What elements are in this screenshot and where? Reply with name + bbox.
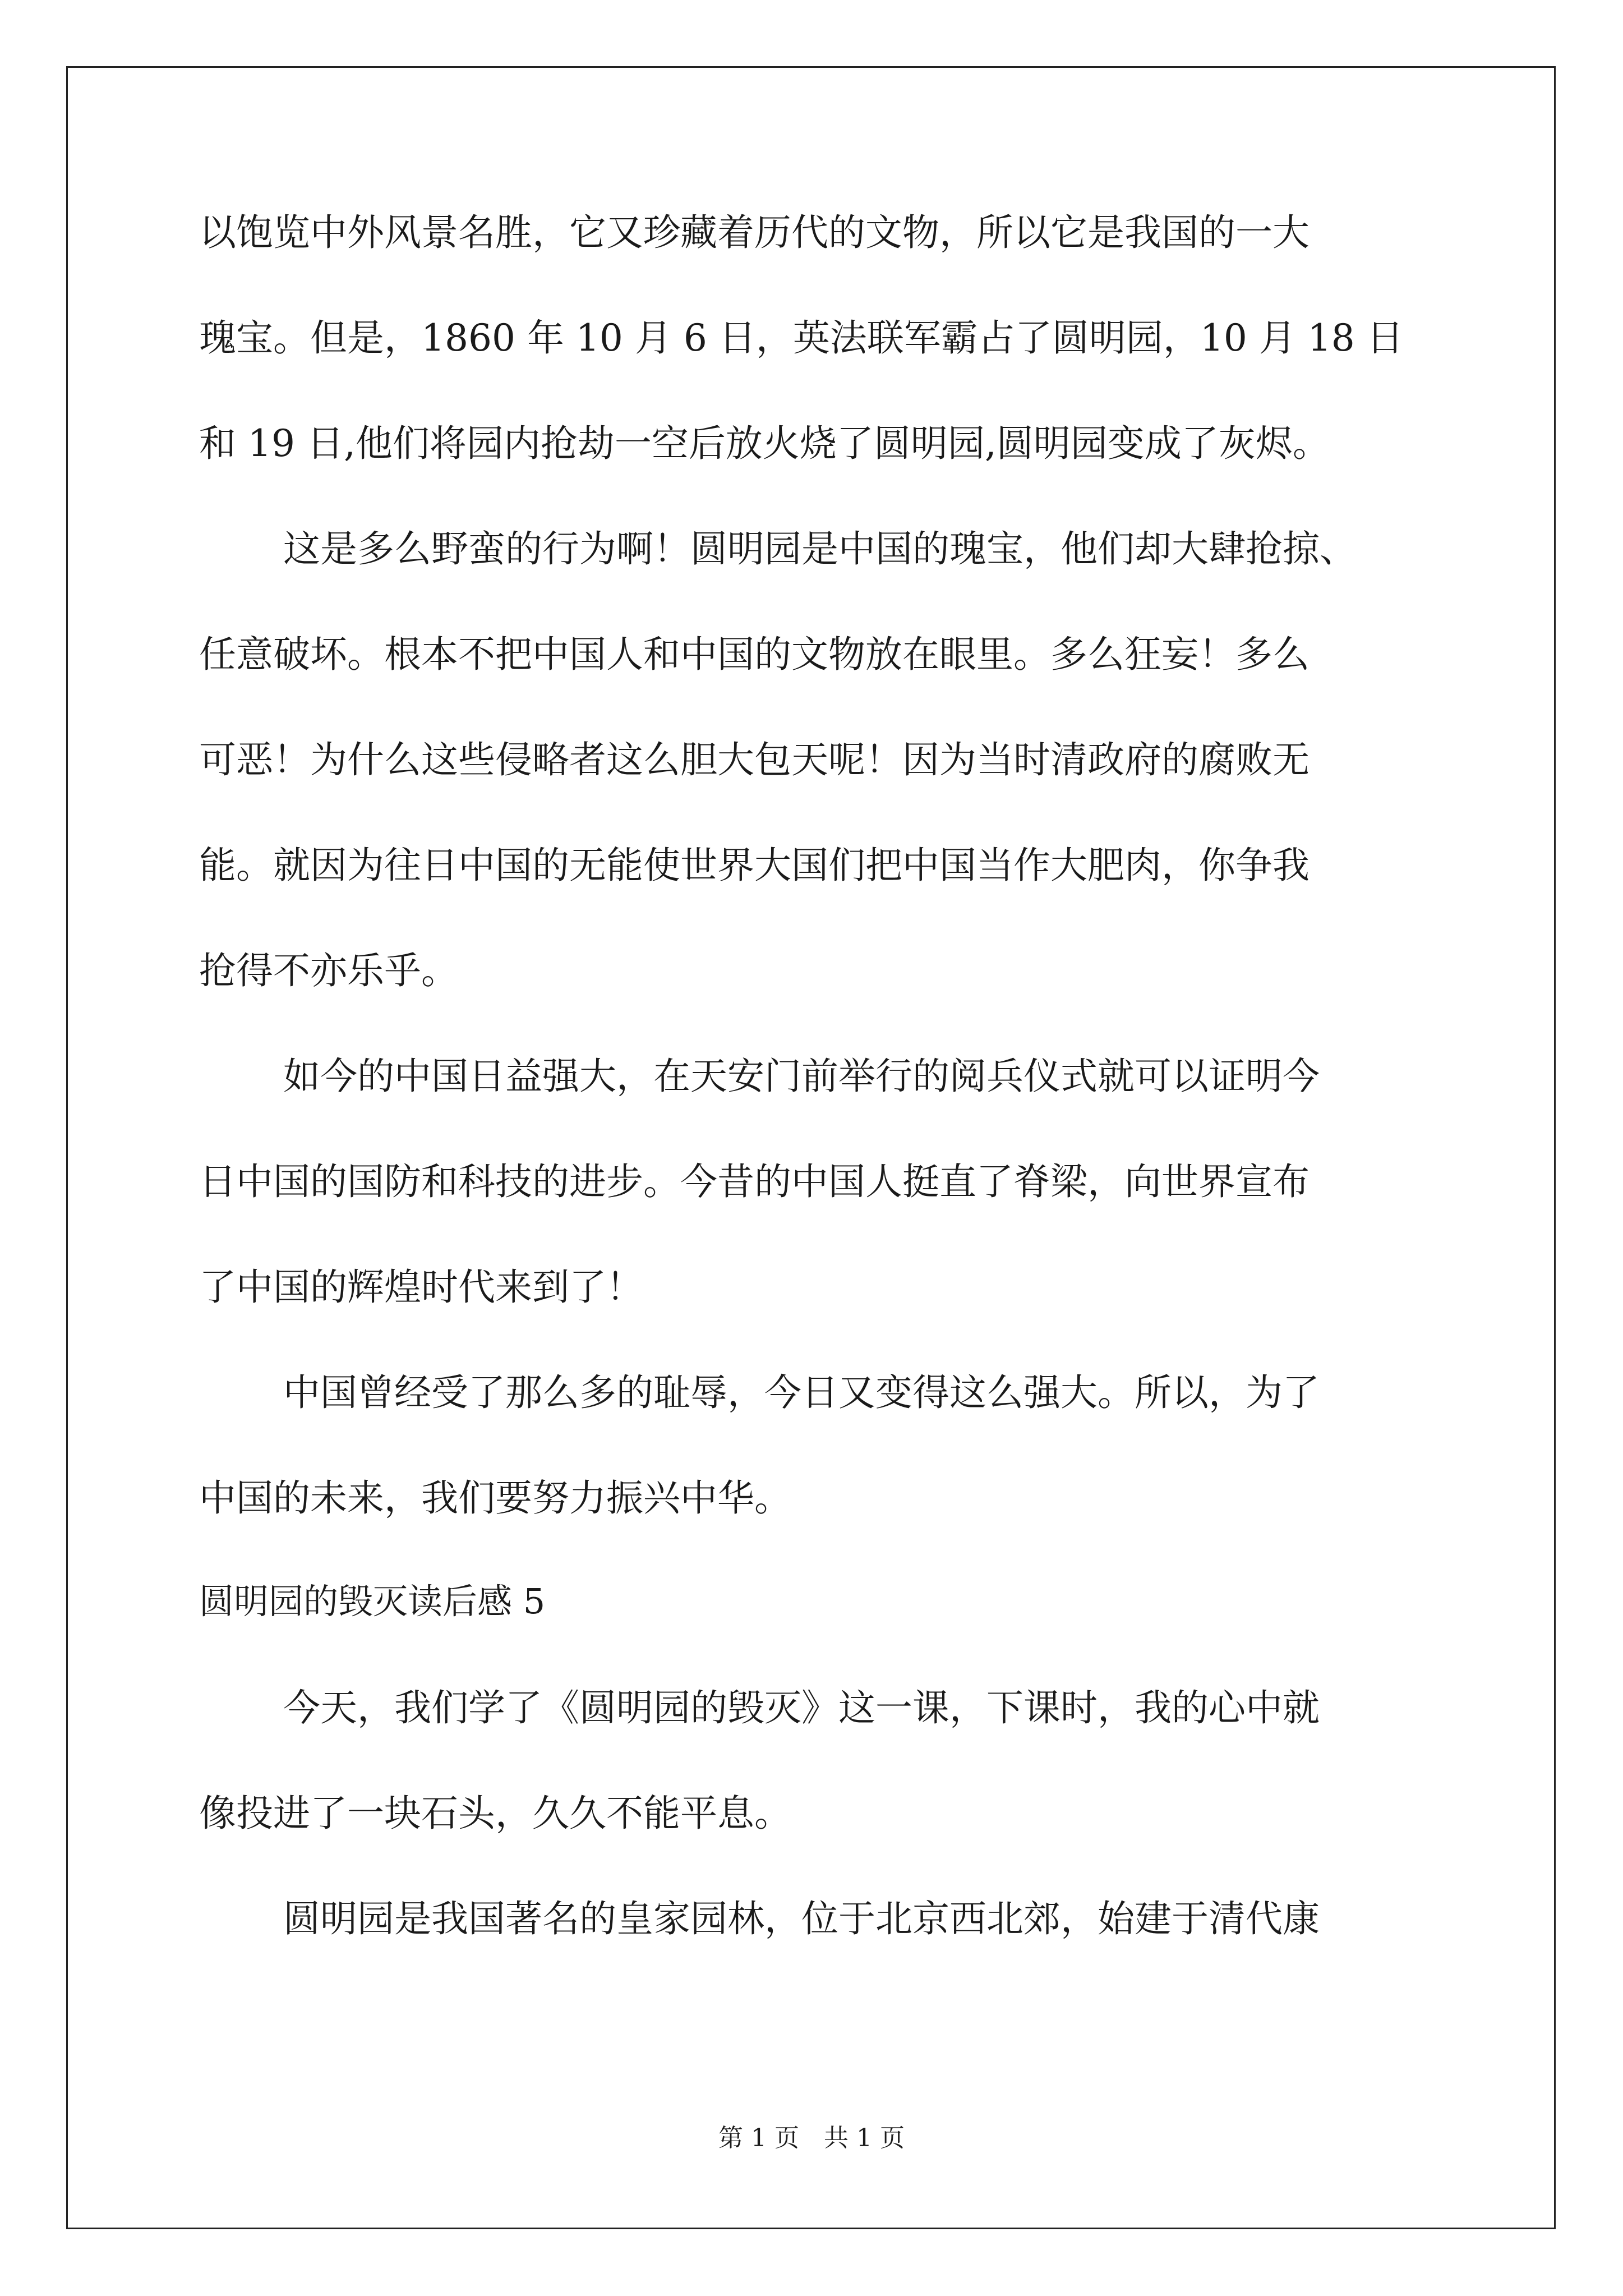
text-line: 像投进了一块石头，久久不能平息。 (199, 1792, 791, 1835)
text-line: 以饱览中外风景名胜，它又珍藏着历代的文物，所以它是我国的一大 (199, 211, 1310, 254)
text-line: 日中国的国防和科技的进步。今昔的中国人挺直了脊梁，向世界宣布 (199, 1160, 1310, 1203)
paragraph-start-line: 今天，我们学了《圆明园的毁灭》这一课，下课时，我的心中就 (283, 1686, 1320, 1729)
text-line: 中国的未来，我们要努力振兴中华。 (199, 1476, 791, 1520)
section-heading: 圆明园的毁灭读后感 5 (199, 1581, 546, 1622)
text-line: 了中国的辉煌时代来到了！ (199, 1266, 643, 1309)
text-line: 能。就因为往日中国的无能使世界大国们把中国当作大肥肉，你争我 (199, 844, 1310, 887)
text-line: 瑰宝。但是，1860 年 10 月 6 日，英法联军霸占了圆明园，10 月 18 日 (199, 316, 1404, 360)
text-line: 任意破坏。根本不把中国人和中国的文物放在眼里。多么狂妄！多么 (199, 633, 1310, 676)
text-line: 可恶！为什么这些侵略者这么胆大包天呢！因为当时清政府的腐败无 (199, 738, 1310, 781)
paragraph-start-line: 这是多么野蛮的行为啊！圆明园是中国的瑰宝，他们却大肆抢掠、 (283, 527, 1357, 570)
paragraph-start-line: 如今的中国日益强大，在天安门前举行的阅兵仪式就可以证明今 (283, 1055, 1320, 1098)
text-line: 和 19 日,他们将园内抢劫一空后放火烧了圆明园,圆明园变成了灰烬。 (199, 422, 1330, 465)
page-number-footer: 第 1 页 共 1 页 (718, 2124, 905, 2152)
text-line: 抢得不亦乐乎。 (199, 949, 458, 992)
paragraph-start-line: 中国曾经受了那么多的耻辱，今日又变得这么强大。所以，为了 (283, 1371, 1320, 1414)
paragraph-start-line: 圆明园是我国著名的皇家园林，位于北京西北郊，始建于清代康 (283, 1897, 1320, 1940)
